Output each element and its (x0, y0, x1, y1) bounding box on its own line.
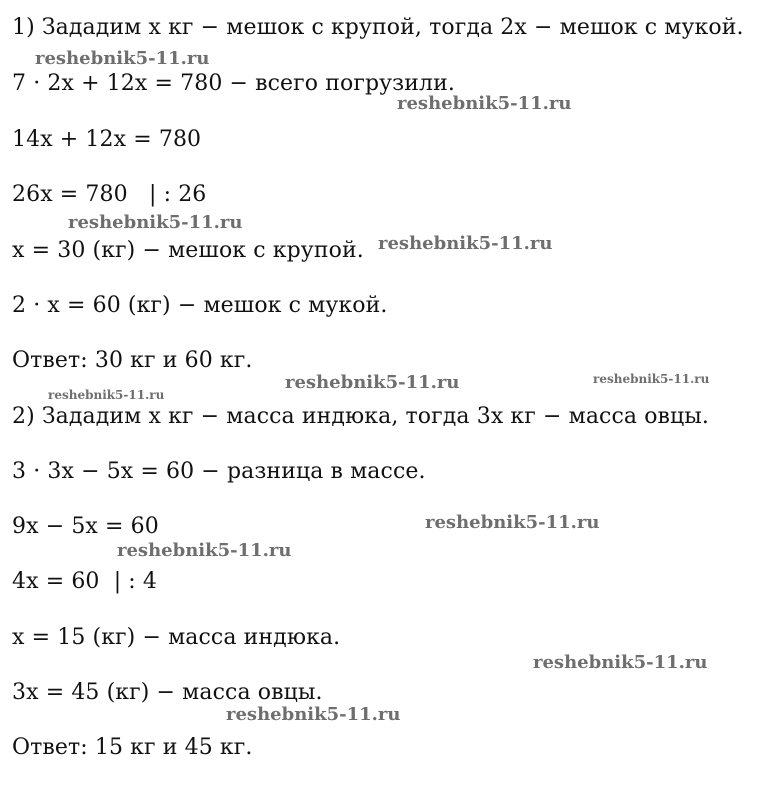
watermark: reshebnik5-11.ru (226, 704, 401, 725)
solution-line-5: x = 30 (кг) − мешок с крупой. (12, 238, 364, 263)
watermark: reshebnik5-11.ru (425, 512, 600, 533)
solution-line-9: 9x − 5x = 60 (12, 514, 159, 539)
watermark: reshebnik5-11.ru (48, 388, 165, 402)
answer-line-2: Ответ: 15 кг и 45 кг. (12, 735, 253, 760)
solution-line-3: 14x + 12x = 780 (12, 127, 202, 152)
solution-line-7: 2) Зададим x кг − масса индюка, тогда 3x кг − масса овцы. (12, 404, 709, 429)
solution-line-4: 26x = 780 | : 26 (12, 182, 207, 207)
watermark: reshebnik5-11.ru (285, 372, 460, 393)
solution-line-11: x = 15 (кг) − масса индюка. (12, 625, 341, 650)
watermark: reshebnik5-11.ru (378, 233, 553, 254)
watermark: reshebnik5-11.ru (397, 93, 572, 114)
solution-line-8: 3 · 3x − 5x = 60 − разница в массе. (12, 459, 426, 484)
watermark: reshebnik5-11.ru (68, 212, 243, 233)
answer-line-1: Ответ: 30 кг и 60 кг. (12, 348, 253, 373)
solution-line-2: 7 · 2x + 12x = 780 − всего погрузили. (12, 71, 455, 96)
solution-line-10: 4x = 60 | : 4 (12, 569, 158, 594)
watermark: reshebnik5-11.ru (533, 652, 708, 673)
watermark: reshebnik5-11.ru (117, 540, 292, 561)
watermark: reshebnik5-11.ru (593, 372, 710, 386)
solution-line-1: 1) Зададим x кг − мешок с крупой, тогда 2x − мешок с мукой. (12, 15, 744, 40)
watermark: reshebnik5-11.ru (35, 48, 210, 69)
solution-line-12: 3x = 45 (кг) − масса овцы. (12, 680, 323, 705)
solution-line-6: 2 · x = 60 (кг) − мешок с мукой. (12, 293, 388, 318)
